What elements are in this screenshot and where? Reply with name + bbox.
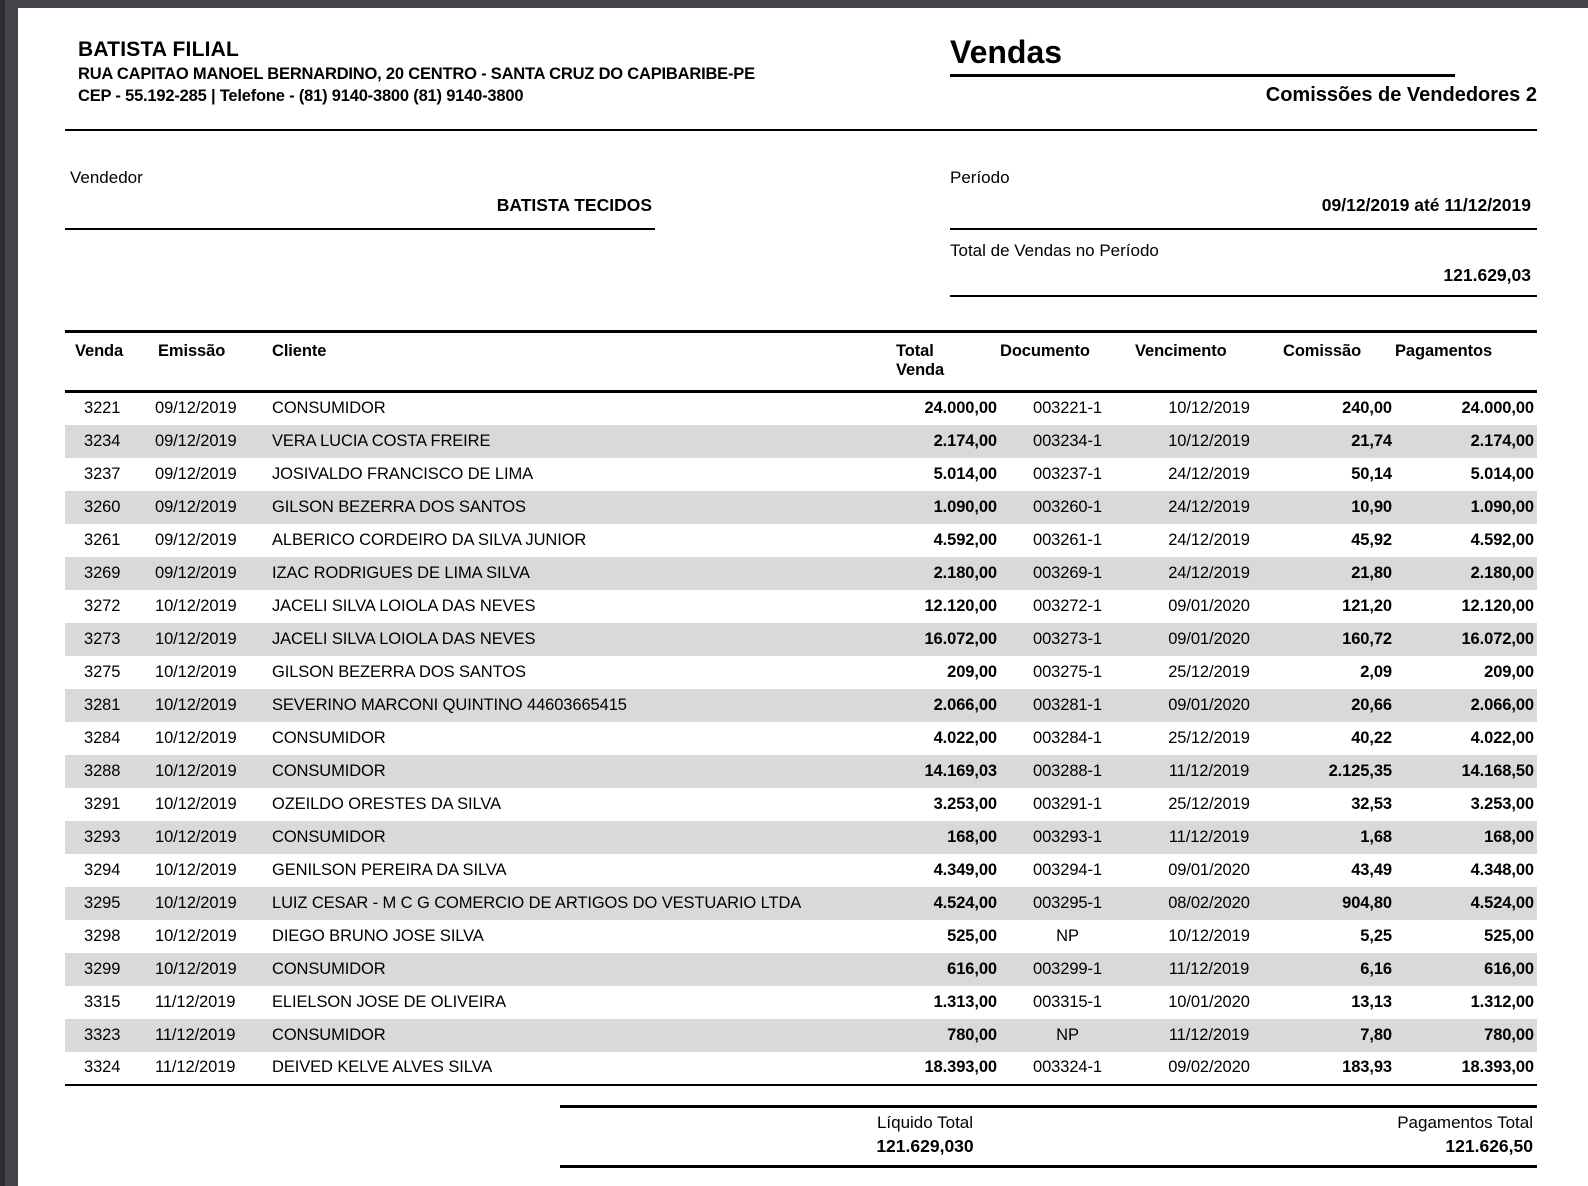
col-header-emissao: Emissão	[150, 332, 265, 392]
table-cell: 168,00	[1484, 827, 1534, 846]
table-cell: 1.090,00	[1470, 497, 1534, 516]
table-cell: 4.348,00	[1470, 860, 1534, 879]
table-cell: 4.524,00	[933, 893, 997, 912]
table-cell: 2.174,00	[1470, 431, 1534, 450]
table-cell: 10/12/2019	[155, 926, 237, 945]
pagamentos-total-value: 121.626,50	[1445, 1136, 1533, 1156]
table-cell: 13,13	[1351, 992, 1392, 1011]
table-cell: 3260	[84, 497, 121, 516]
table-cell: 003295-1	[1033, 893, 1102, 912]
table-cell: 5.014,00	[1470, 464, 1534, 483]
table-row	[65, 425, 1537, 458]
table-cell: ALBERICO CORDEIRO DA SILVA JUNIOR	[272, 530, 587, 549]
table-cell: 10/12/2019	[155, 794, 237, 813]
table-cell: 09/01/2020	[1168, 629, 1250, 648]
table-cell: 003260-1	[1033, 497, 1102, 516]
table-cell: 09/01/2020	[1168, 695, 1250, 714]
totals-footer	[560, 1105, 1537, 1168]
table-cell: 2.180,00	[933, 563, 997, 582]
liquido-total-label: Líquido Total	[876, 1113, 974, 1132]
table-cell: 003299-1	[1033, 959, 1102, 978]
table-cell: 21,80	[1351, 563, 1392, 582]
table-row	[65, 590, 1537, 623]
table-cell: 1,68	[1360, 827, 1392, 846]
table-cell: 10/12/2019	[155, 728, 237, 747]
table-cell: 3269	[84, 563, 121, 582]
table-cell: CONSUMIDOR	[272, 761, 386, 780]
table-cell: 11/12/2019	[155, 992, 236, 1011]
pagamentos-total-group	[1233, 1113, 1533, 1157]
table-cell: CONSUMIDOR	[272, 827, 386, 846]
table-cell: 25/12/2019	[1168, 662, 1250, 681]
table-cell: 32,53	[1351, 794, 1392, 813]
table-cell: 10/12/2019	[155, 893, 237, 912]
report-title-block	[950, 34, 1537, 107]
report-subtitle: Comissões de Vendedores 2	[1265, 84, 1537, 106]
table-cell: 11/12/2019	[1168, 761, 1250, 780]
table-cell: 10/12/2019	[155, 596, 237, 615]
table-row	[65, 854, 1537, 887]
table-cell: 10/12/2019	[1168, 431, 1250, 450]
table-cell: 11/12/2019	[1168, 1025, 1250, 1044]
table-cell: JOSIVALDO FRANCISCO DE LIMA	[272, 464, 534, 483]
vendedor-value: BATISTA TECIDOS	[496, 195, 652, 215]
table-cell: 09/12/2019	[155, 497, 237, 516]
table-row	[65, 887, 1537, 920]
total-vendas-periodo-field	[950, 234, 1537, 297]
table-cell: 2.125,35	[1328, 761, 1392, 780]
table-cell: OZEILDO ORESTES DA SILVA	[272, 794, 501, 813]
table-cell: 45,92	[1351, 530, 1392, 549]
table-cell: 10,90	[1351, 497, 1392, 516]
periodo-field	[950, 166, 1537, 230]
viewer-edge-shadow	[0, 0, 5, 1186]
table-cell: 003272-1	[1033, 596, 1102, 615]
table-cell: 4.022,00	[1470, 728, 1534, 747]
table-cell: 10/12/2019	[1168, 399, 1250, 418]
table-cell: CONSUMIDOR	[272, 728, 386, 747]
table-cell: 12.120,00	[1461, 596, 1534, 615]
table-cell: 4.592,00	[933, 530, 997, 549]
company-address-line1: RUA CAPITAO MANOEL BERNARDINO, 20 CENTRO - SANTA CRUZ DO CAPIBARIBE-PE	[78, 65, 755, 83]
sales-table	[65, 330, 1537, 1086]
company-address-line2: CEP - 55.192-285 | Telefone - (81) 9140-3800 (81) 9140-3800	[78, 87, 524, 105]
table-row	[65, 524, 1537, 557]
table-cell: NP	[1056, 926, 1079, 945]
table-row	[65, 986, 1537, 1019]
table-cell: 11/12/2019	[1168, 959, 1250, 978]
table-cell: 09/12/2019	[155, 464, 237, 483]
table-cell: 3234	[84, 431, 121, 450]
table-cell: 24/12/2019	[1168, 530, 1250, 549]
table-cell: 10/12/2019	[155, 695, 237, 714]
table-cell: GILSON BEZERRA DOS SANTOS	[272, 497, 526, 516]
table-cell: SEVERINO MARCONI QUINTINO 44603665415	[272, 695, 627, 714]
table-cell: 3275	[84, 662, 121, 681]
table-cell: 2.066,00	[933, 695, 997, 714]
table-cell: 003269-1	[1033, 563, 1102, 582]
table-cell: 2.066,00	[1470, 695, 1534, 714]
report-title: Vendas	[950, 34, 1455, 77]
table-cell: 11/12/2019	[1168, 827, 1250, 846]
table-cell: 3294	[84, 860, 121, 879]
table-cell: 2,09	[1360, 662, 1392, 681]
table-row	[65, 953, 1537, 986]
table-cell: 003291-1	[1033, 794, 1102, 813]
table-cell: 160,72	[1342, 629, 1392, 648]
header-divider	[65, 129, 1537, 131]
total-vendas-periodo-label: Total de Vendas no Período	[950, 241, 1159, 260]
col-header-comissao: Comissão	[1283, 332, 1395, 392]
table-cell: 003324-1	[1000, 1052, 1135, 1085]
col-header-venda: Venda	[65, 332, 150, 392]
table-cell: JACELI SILVA LOIOLA DAS NEVES	[272, 596, 536, 615]
table-cell: 09/12/2019	[155, 530, 237, 549]
table-cell: ELIELSON JOSE DE OLIVEIRA	[272, 992, 507, 1011]
table-cell: 2.180,00	[1470, 563, 1534, 582]
table-cell: 09/01/2020	[1168, 596, 1250, 615]
table-row	[65, 920, 1537, 953]
table-cell: 003293-1	[1033, 827, 1102, 846]
table-cell: 3272	[84, 596, 121, 615]
table-row	[65, 821, 1537, 854]
table-cell: 3293	[84, 827, 121, 846]
table-cell: 24/12/2019	[1168, 464, 1250, 483]
table-cell: 616,00	[1484, 959, 1534, 978]
table-cell: 25/12/2019	[1168, 728, 1250, 747]
table-cell: 3273	[84, 629, 121, 648]
table-cell: 780,00	[1484, 1025, 1534, 1044]
table-cell: 003237-1	[1033, 464, 1102, 483]
table-cell: 209,00	[947, 662, 997, 681]
table-cell: 10/12/2019	[155, 629, 237, 648]
table-cell: GENILSON PEREIRA DA SILVA	[272, 860, 507, 879]
table-cell: 10/12/2019	[155, 959, 237, 978]
table-cell: 10/01/2020	[1168, 992, 1250, 1011]
table-cell: 11/12/2019	[150, 1052, 265, 1085]
table-cell: 5.014,00	[933, 464, 997, 483]
table-cell: DIEGO BRUNO JOSE SILVA	[272, 926, 484, 945]
col-header-cliente: Cliente	[265, 332, 835, 392]
table-cell: 003294-1	[1033, 860, 1102, 879]
table-cell: 525,00	[947, 926, 997, 945]
table-cell: 003288-1	[1033, 761, 1102, 780]
table-cell: JACELI SILVA LOIOLA DAS NEVES	[272, 629, 536, 648]
table-cell: 3261	[84, 530, 121, 549]
table-cell: 18.393,00	[1395, 1052, 1537, 1085]
total-vendas-periodo-value: 121.629,03	[1443, 265, 1531, 285]
table-cell: 14.168,50	[1461, 761, 1534, 780]
table-cell: 16.072,00	[924, 629, 997, 648]
table-row	[65, 623, 1537, 656]
table-cell: 10/12/2019	[155, 662, 237, 681]
table-cell: 240,00	[1342, 399, 1392, 418]
table-cell: VERA LUCIA COSTA FREIRE	[272, 431, 491, 450]
table-cell: 003221-1	[1033, 399, 1102, 418]
table-cell: 904,80	[1342, 893, 1392, 912]
liquido-total-group	[775, 1113, 1075, 1157]
table-cell: 003284-1	[1033, 728, 1102, 747]
table-cell: IZAC RODRIGUES DE LIMA SILVA	[272, 563, 530, 582]
sales-table-body	[65, 392, 1537, 1085]
table-cell: CONSUMIDOR	[272, 1025, 386, 1044]
table-cell: 24/12/2019	[1168, 563, 1250, 582]
table-cell: 6,16	[1360, 959, 1392, 978]
periodo-value: 09/12/2019 até 11/12/2019	[1321, 195, 1531, 215]
table-cell: 16.072,00	[1461, 629, 1534, 648]
table-cell: 09/12/2019	[155, 563, 237, 582]
table-cell: 10/12/2019	[155, 827, 237, 846]
col-header-vencimento: Vencimento	[1135, 332, 1283, 392]
table-cell: CONSUMIDOR	[272, 399, 386, 418]
table-cell: 003275-1	[1033, 662, 1102, 681]
table-row	[65, 788, 1537, 821]
table-row	[65, 689, 1537, 722]
table-row	[65, 458, 1537, 491]
table-cell: 25/12/2019	[1168, 794, 1250, 813]
table-header-row	[65, 332, 1537, 392]
pagamentos-total-label: Pagamentos Total	[1397, 1113, 1533, 1132]
table-cell: 3291	[84, 794, 121, 813]
table-cell: 3323	[84, 1025, 121, 1044]
table-row	[65, 1019, 1537, 1052]
table-cell: 525,00	[1484, 926, 1534, 945]
col-header-total-venda: Total Venda	[835, 332, 1000, 392]
col-header-documento: Documento	[1000, 332, 1135, 392]
table-cell: 7,80	[1360, 1025, 1392, 1044]
table-cell: 121,20	[1342, 596, 1392, 615]
report-page	[18, 8, 1588, 1186]
table-cell: 10/12/2019	[155, 761, 237, 780]
table-cell: 3288	[84, 761, 121, 780]
table-cell: CONSUMIDOR	[272, 959, 386, 978]
table-cell: 168,00	[947, 827, 997, 846]
table-row	[65, 491, 1537, 524]
company-block	[78, 38, 755, 106]
table-cell: 183,93	[1283, 1052, 1395, 1085]
table-cell: 1.090,00	[933, 497, 997, 516]
table-cell: 3.253,00	[933, 794, 997, 813]
col-header-pagamentos: Pagamentos	[1395, 332, 1537, 392]
vendedor-field	[65, 166, 655, 230]
table-cell: 18.393,00	[835, 1052, 1000, 1085]
liquido-total-value: 121.629,030	[876, 1136, 974, 1156]
table-cell: 1.312,00	[1470, 992, 1534, 1011]
table-cell: 3284	[84, 728, 121, 747]
table-cell: 24.000,00	[1461, 399, 1534, 418]
table-cell: 003261-1	[1033, 530, 1102, 549]
table-cell: 09/01/2020	[1168, 860, 1250, 879]
table-row	[65, 392, 1537, 425]
table-cell: 5,25	[1360, 926, 1392, 945]
table-cell: 003315-1	[1033, 992, 1102, 1011]
table-cell: 003273-1	[1033, 629, 1102, 648]
table-cell: 3221	[84, 399, 121, 418]
table-cell: 4.349,00	[933, 860, 997, 879]
table-cell: 3324	[65, 1052, 150, 1085]
table-cell: 209,00	[1484, 662, 1534, 681]
table-row	[65, 755, 1537, 788]
table-cell: 09/02/2020	[1135, 1052, 1283, 1085]
table-cell: 09/12/2019	[155, 399, 237, 418]
table-cell: 3281	[84, 695, 121, 714]
table-row	[65, 1052, 1537, 1085]
table-row	[65, 557, 1537, 590]
table-cell: 14.169,03	[924, 761, 997, 780]
table-cell: 3.253,00	[1470, 794, 1534, 813]
table-cell: 3295	[84, 893, 121, 912]
table-cell: 4.524,00	[1470, 893, 1534, 912]
table-cell: 50,14	[1351, 464, 1392, 483]
table-cell: 1.313,00	[933, 992, 997, 1011]
periodo-label: Período	[950, 168, 1010, 187]
table-cell: DEIVED KELVE ALVES SILVA	[265, 1052, 835, 1085]
table-row	[65, 656, 1537, 689]
table-cell: GILSON BEZERRA DOS SANTOS	[272, 662, 526, 681]
table-cell: 3299	[84, 959, 121, 978]
table-cell: 003234-1	[1033, 431, 1102, 450]
table-cell: 24/12/2019	[1168, 497, 1250, 516]
table-cell: 21,74	[1351, 431, 1392, 450]
table-cell: 3298	[84, 926, 121, 945]
table-cell: 43,49	[1351, 860, 1392, 879]
table-cell: 003281-1	[1033, 695, 1102, 714]
table-cell: 616,00	[947, 959, 997, 978]
table-cell: 20,66	[1351, 695, 1392, 714]
vendedor-label: Vendedor	[70, 168, 143, 187]
table-cell: 3315	[84, 992, 121, 1011]
table-cell: 24.000,00	[924, 399, 997, 418]
table-cell: 11/12/2019	[155, 1025, 236, 1044]
table-cell: 10/12/2019	[155, 860, 237, 879]
table-cell: NP	[1056, 1025, 1079, 1044]
table-cell: 4.022,00	[933, 728, 997, 747]
table-cell: 2.174,00	[933, 431, 997, 450]
table-cell: LUIZ CESAR - M C G COMERCIO DE ARTIGOS DO VESTUARIO LTDA	[272, 893, 802, 912]
table-cell: 10/12/2019	[1168, 926, 1250, 945]
table-cell: 12.120,00	[924, 596, 997, 615]
table-cell: 40,22	[1351, 728, 1392, 747]
company-name: BATISTA FILIAL	[78, 38, 240, 61]
table-cell: 09/12/2019	[155, 431, 237, 450]
table-cell: 780,00	[947, 1025, 997, 1044]
table-row	[65, 722, 1537, 755]
table-cell: 3237	[84, 464, 121, 483]
table-cell: 08/02/2020	[1168, 893, 1250, 912]
table-cell: 4.592,00	[1470, 530, 1534, 549]
